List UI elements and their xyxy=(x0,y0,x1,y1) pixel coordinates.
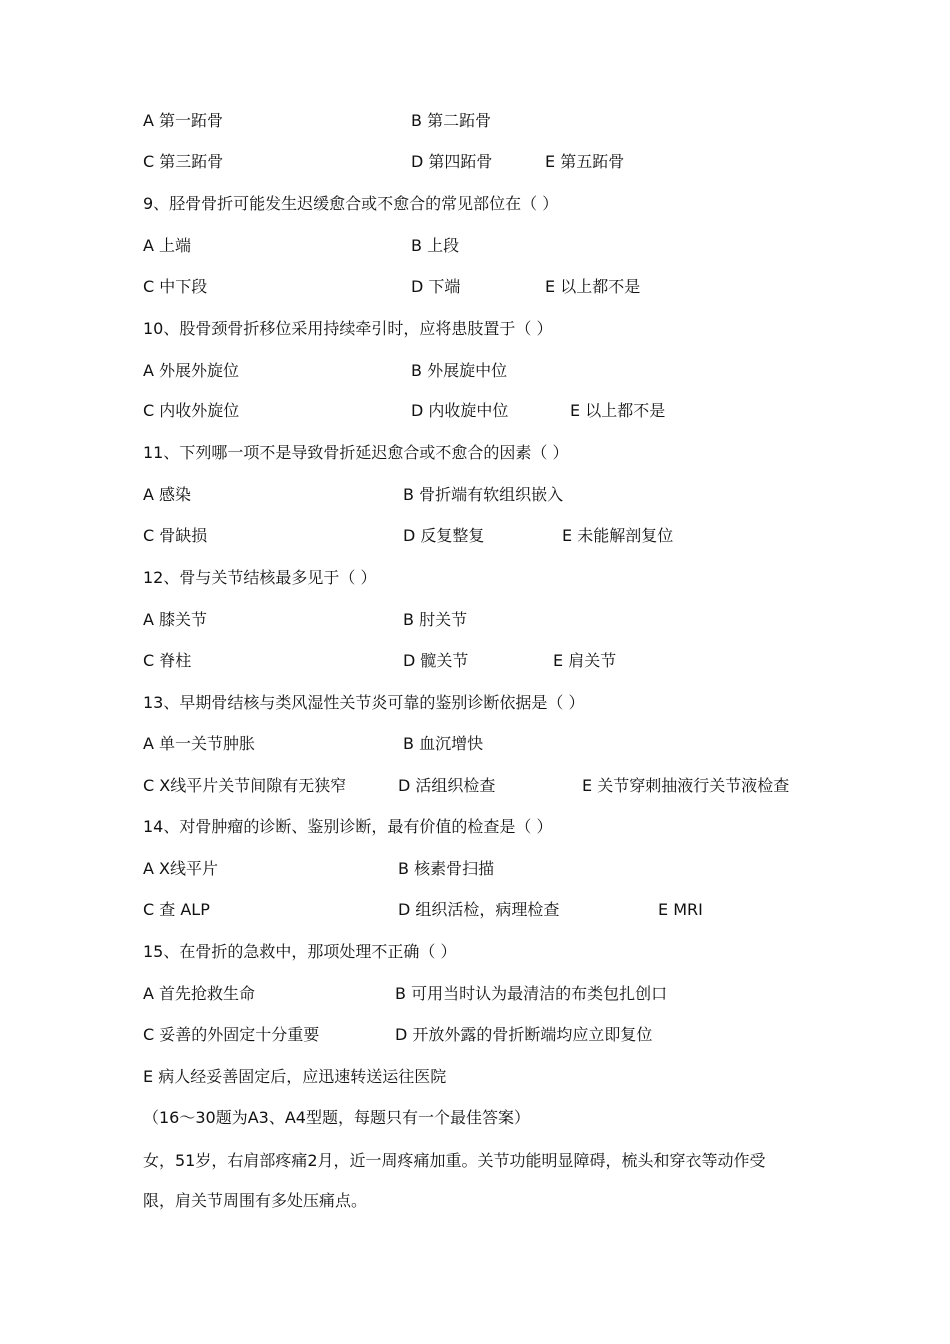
question-text: 11、下列哪一项不是导致骨折延迟愈合或不愈合的因素（ ） xyxy=(143,443,569,462)
option-text: A 膝关节 xyxy=(143,610,208,629)
option-text: A X线平片 xyxy=(143,859,218,878)
question-line xyxy=(0,442,950,464)
option-text: D 活组织检查 xyxy=(398,776,496,795)
question-line xyxy=(0,318,950,340)
options-line xyxy=(0,1024,950,1046)
option-text: E 未能解剖复位 xyxy=(562,526,674,545)
option-text: C 中下段 xyxy=(143,277,208,296)
options-line xyxy=(0,360,950,382)
option-text: C 骨缺损 xyxy=(143,526,208,545)
option-text: A 感染 xyxy=(143,485,192,504)
option-text: E 关节穿刺抽液行关节液检查 xyxy=(582,776,790,795)
options-line xyxy=(0,983,950,1005)
options-line xyxy=(0,775,950,797)
option-text: B 核素骨扫描 xyxy=(398,859,495,878)
option-text: C 查 ALP xyxy=(143,900,210,919)
question-text: 13、早期骨结核与类风湿性关节炎可靠的鉴别诊断依据是（ ） xyxy=(143,693,585,712)
option-text: A 外展外旋位 xyxy=(143,361,240,380)
option-text: A 第一跖骨 xyxy=(143,111,224,130)
option-text: B 外展旋中位 xyxy=(411,361,508,380)
options-line xyxy=(0,525,950,547)
option-text: D 内收旋中位 xyxy=(411,401,509,420)
option-text: C 脊柱 xyxy=(143,651,192,670)
options-line xyxy=(0,400,950,422)
question-text: （16～30题为A3、A4型题，每题只有一个最佳答案） xyxy=(143,1108,530,1127)
options-line xyxy=(0,858,950,880)
option-text: E 肩关节 xyxy=(553,651,617,670)
option-text: C 妥善的外固定十分重要 xyxy=(143,1025,320,1044)
option-text: A 单一关节肿胀 xyxy=(143,734,256,753)
question-text: 15、在骨折的急救中，那项处理不正确（ ） xyxy=(143,942,457,961)
option-text: D 第四跖骨 xyxy=(411,152,493,171)
question-line xyxy=(0,692,950,714)
case-paragraph-line-2: 限，肩关节周围有多处压痛点。 xyxy=(143,1191,368,1210)
options-line xyxy=(0,899,950,921)
option-text: D 反复整复 xyxy=(403,526,485,545)
options-line xyxy=(0,235,950,257)
option-text: E MRI xyxy=(658,900,703,919)
option-text: C 第三跖骨 xyxy=(143,152,224,171)
options-line xyxy=(0,733,950,755)
question-text: 9、胫骨骨折可能发生迟缓愈合或不愈合的常见部位在（ ） xyxy=(143,194,559,213)
option-text: D 组织活检，病理检查 xyxy=(398,900,560,919)
option-text: A 首先抢救生命 xyxy=(143,984,256,1003)
question-text: 14、对骨肿瘤的诊断、鉴别诊断，最有价值的检查是（ ） xyxy=(143,817,553,836)
options-line xyxy=(0,276,950,298)
option-text: D 下端 xyxy=(411,277,461,296)
option-text: E 第五跖骨 xyxy=(545,152,625,171)
question-line xyxy=(0,1107,950,1129)
options-line xyxy=(0,650,950,672)
option-text: C X线平片关节间隙有无狭窄 xyxy=(143,776,347,795)
option-text: C 内收外旋位 xyxy=(143,401,240,420)
options-line xyxy=(0,110,950,132)
question-text: E 病人经妥善固定后，应迅速转送运往医院 xyxy=(143,1067,447,1086)
case-paragraph-line-1: 女，51岁，右肩部疼痛2月，近一周疼痛加重。关节功能明显障碍，梳头和穿衣等动作受 xyxy=(143,1151,766,1170)
option-text: B 第二跖骨 xyxy=(411,111,492,130)
question-line xyxy=(0,193,950,215)
question-line xyxy=(0,816,950,838)
option-text: B 骨折端有软组织嵌入 xyxy=(403,485,564,504)
options-line xyxy=(0,609,950,631)
question-line xyxy=(0,1066,950,1088)
option-text: D 开放外露的骨折断端均应立即复位 xyxy=(395,1025,653,1044)
options-line xyxy=(0,484,950,506)
option-text: B 可用当时认为最清洁的布类包扎创口 xyxy=(395,984,668,1003)
options-line xyxy=(0,151,950,173)
option-text: B 血沉增快 xyxy=(403,734,484,753)
option-text: E 以上都不是 xyxy=(545,277,641,296)
question-text: 10、股骨颈骨折移位采用持续牵引时，应将患肢置于（ ） xyxy=(143,319,553,338)
question-line xyxy=(0,567,950,589)
question-text: 12、骨与关节结核最多见于（ ） xyxy=(143,568,377,587)
option-text: E 以上都不是 xyxy=(570,401,666,420)
option-text: B 肘关节 xyxy=(403,610,468,629)
option-text: D 髋关节 xyxy=(403,651,469,670)
question-line xyxy=(0,941,950,963)
option-text: A 上端 xyxy=(143,236,192,255)
option-text: B 上段 xyxy=(411,236,460,255)
